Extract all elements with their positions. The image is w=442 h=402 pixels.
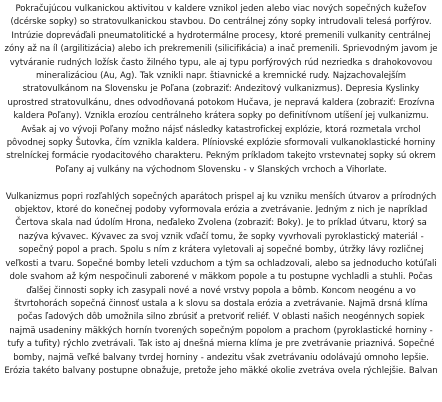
paragraph-stratovolcano: Pokračujúcou vulkanickou aktivitou v kaldere vznikol jeden alebo viac nových sopečných kužeľov (dcérske sopky) so stratovulkanickou stavbou. Do centrálnej zóny sopky intrudovali telesá porfýrov. Intrúzie dopreváďali pneumatolitické a hydrotermálne procesy, ktoré premenili vulkanity centrálnej zóny až na íl (argilitizácia) alebo ich prekremenili (silicifikácia) a inač premenili. Sprievodným javom je vytváranie rudných ložísk často žilného typu, ale aj typu porfýrových rúd nezriedka s drahokovovou mineralizáciou (Au, Ag). Tak vznikli napr. štiavnické a kremnické rudy. Najzachovalejším stratovulkánom na Slovensku je Poľana (zobraziť: Andezitový vulkanizmus). Depresia Kyslinky uprostred stratovulkánu, dnes odvodňovaná potokom Hučava, je nepravá kaldera (zobraziť: Erozívna kaldera Poľany). Vznikla erozíou centrálneho krátera sopky po definitívnom utíšení jej vulkanizmu. Avšak aj vo vývoji Poľany možno nájsť následky katastrofickej explózie, ktorá rozmetala vrchol pôvodnej sopky Šutovka, čím vznikla kaldera. Plíniovské explózie sformovali vulkanoklastické horniny strelníckej formácie ryodacitového charakteru. Pekným príkladom takejto vrstevnatej sopky sú okrem Poľany aj vulkány na východnom Slovensku - v Slanských vrchoch a Vihorlate. — [4, 4, 438, 175]
paragraph-rocking-stone: Vulkanizmus popri rozľahlých sopečných aparátoch prispel aj ku vzniku menších útvarov a prírodných objektov, ktoré do konečnej podoby vyformovala erózia a zvetrávanie. Jedným z nich je napríklad Čertova skala nad údolím Hrona, neďaleko Zvolena (zobraziť: Boky). Je to príklad útvaru, ktorý sa nazýva kývavec. Kývavec za svoj vznik vďačí tomu, že sopky vyvrhovali pyroklastický materiál - sopečný popol a prach. Spolu s ním z krátera vyletovali aj sopečné bomby, útržky lávy rozličnej veľkosti a tvaru. Sopečné bomby leteli vzduchom a tým sa ochladzovali, alebo sa jednoducho kotúľali dole svahom až kým nespočinuli zaborené v mäkkom popole a tu postupne vychladli a stuhli. Počas ďalšej činnosti sopky ich zasypali nové a nové vrstvy popola a bômb. Koncom neogénu a vo štvrtohorách sopečná činnosť ustala a k slovu sa dostala erózia a zvetrávanie. Najmä drsná klíma počas ľadových dôb umožnila silno zbrúsiť a pretvoriť reliéf. V oblasti našich neogénnych sopiek najmä usadeniny mäkkých hornín tvorených sopečným popolom a prachom (pyroklastické horniny - tufy a tufity) rýchlo zvetrávali. Tak isto aj dnešná mierna klíma je pre zvetrávanie priaznivá. Sopečné bomby, najmä veľké balvany tvrdej horniny - andezitu však zvetrávaniu odolávajú omnoho lepšie. Erózia takéto balvany postupne obnažuje, pretože jeho mäkké okolie zvetráva ovela rýchlejšie. Balvan — [4, 191, 438, 376]
